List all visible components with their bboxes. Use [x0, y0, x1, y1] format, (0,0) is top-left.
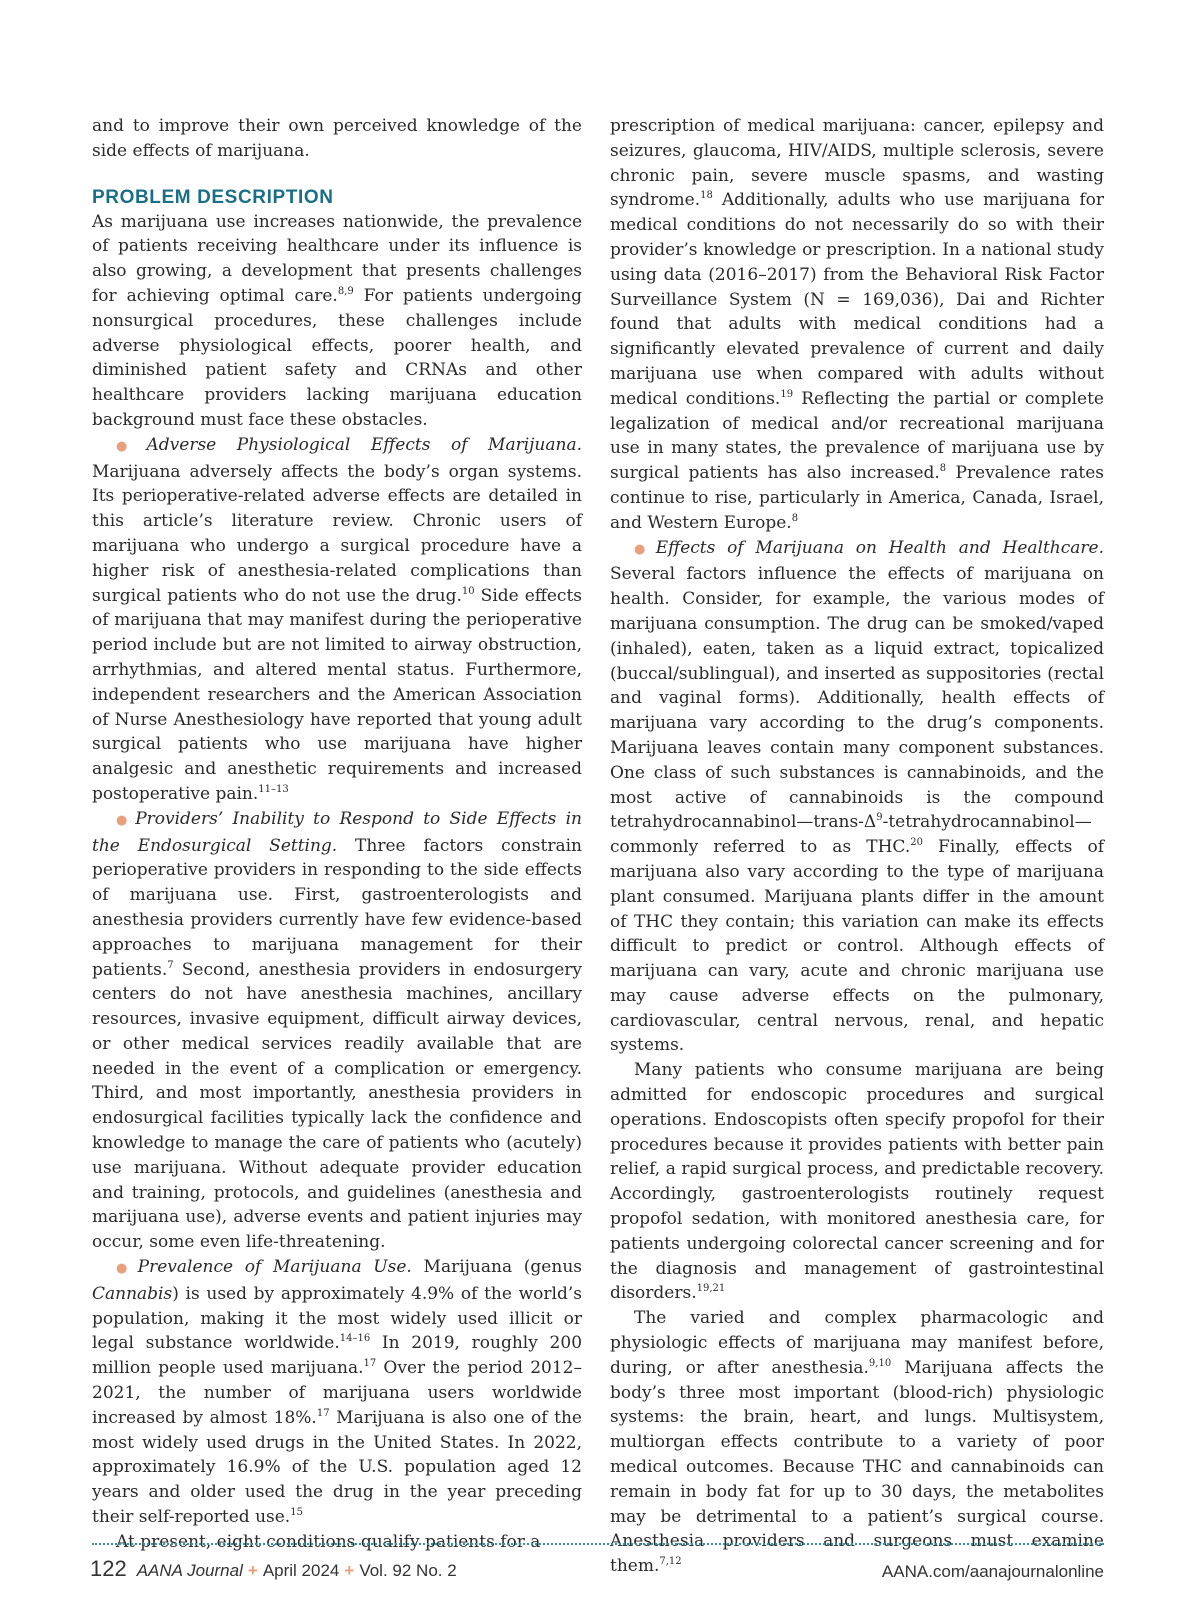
- subsection-adverse-effects: ● Adverse Physiological Effects of Marijuana. Marijuana adversely affects the body’s organ systems. Its perioperative-related adverse effects are detailed in this article’s literature review. Chronic users of marijuana who undergo a surgical procedure have a higher risk of anesthesia-related complications than surgical patients who do not use the drug.$^{10}$ Side effects of marijuana that may manifest during the perioperative period include but are not limited to airway obstruction, arrhythmias, and altered mental status. Furthermore, independent researchers and the American Association of Nurse Anesthesiology have reported that young adult surgical patients who use marijuana have higher analgesic and anesthetic requirements and increased postoperative pain.$^{11-13}$: [92, 434, 583, 804]
- citation: 7: [167, 959, 174, 971]
- subsection-provider-inability: ● Providers’ Inability to Respond to Side Effects in the Endosurgical Setting. Three factors constrain perioperative providers in responding to the side effects of marijuana use. First, gastroenterologists and anesthesia providers currently have few evidence-based approaches to marijuana management for their patients.$^7$ Second, anesthesia providers in endosurgery centers do not have anesthesia machines, ancillary resources, invasive equipment, difficult airway devices, or other medical services readily available that are needed in the event of a complication or emergency. Third, and most importantly, anesthesia providers in endosurgical facilities typically lack the confidence and knowledge to manage the care of patients who (acutely) use marijuana. Without adequate provider education and training, protocols, and guidelines (anesthesia and marijuana use), adverse events and patient injuries may occur, some even life-threatening.: [92, 808, 583, 1253]
- subsection-title: Providers’ Inability to Respond to Side Effects in the Endosurgical Setting.: [92, 808, 583, 856]
- citation: 9,10: [868, 1357, 892, 1369]
- citation: 19: [780, 388, 794, 400]
- left-column: [92, 114, 582, 1555]
- citation: 10: [461, 585, 475, 597]
- bullet-icon: ●: [116, 812, 132, 828]
- plus-icon: +: [247, 1561, 258, 1580]
- plus-icon: +: [344, 1561, 355, 1580]
- footer-citation: [90, 1556, 457, 1582]
- paragraph-problem: As marijuana use increases nationwide, the prevalence of patients receiving healthcare under its influence is also growing, a development that presents challenges for achieving optimal care.$^{8,9}$ For patients undergoing nonsurgical procedures, these challenges include adverse physiological effects, poorer health, and diminished patient safety and CRNAs and other healthcare providers lacking marijuana education background must face these obstacles.: [92, 211, 582, 430]
- citation: 20: [910, 837, 923, 849]
- journal-name: AANA Journal: [136, 1561, 243, 1580]
- subsection-title: Prevalence of Marijuana Use.: [137, 1257, 412, 1278]
- footer-divider: [92, 1543, 1104, 1545]
- subsection-prevalence: ● Prevalence of Marijuana Use. Marijuana (genus Cannabis) is used by approximately 4.9% of the world’s population, making it the most widely used illicit or legal substance worldwide.$^{14-16}$ In 2019, roughly 200 million people used marijuana.$^{17}$ Over the period 2012–2021, the number of marijuana users worldwide increased by almost 18%.$^{17}$ Marijuana is also one of the most widely used drugs in the United States. In 2022, approximately 16.9% of the U.S. population aged 12 years and older used the drug in the year preceding their self-reported use.$^{15}$: [92, 1257, 583, 1528]
- paragraph-endoscopy: Many patients who consume marijuana are being admitted for endoscopic procedures and surgical operations. Endoscopists often specify propofol for their procedures because it provides patients with better pain relief, a rapid surgical process, and predictable recovery. Accordingly, gastroenterologists routinely request propofol sedation, with monitored anesthesia care, for patients undergoing colorectal cancer screening and for the diagnosis and management of gastrointestinal disorders.$^{19,21}$: [610, 1060, 1104, 1304]
- volume: Vol. 92: [359, 1561, 412, 1580]
- bullet-icon: ●: [116, 438, 143, 454]
- citation: 17: [316, 1407, 330, 1419]
- citation: 17: [363, 1358, 377, 1370]
- citation: 8: [939, 463, 947, 475]
- subsection-health-effects: ● Effects of Marijuana on Health and Healthcare. Several factors influence the effects of marijuana on health. Consider, for example, the various modes of marijuana consumption. The drug can be smoked/vaped (inhaled), eaten, taken as a liquid extract, topicalized (buccal/sublingual), and inserted as suppositories (rectal and vaginal forms). Additionally, health effects of marijuana vary according to the drug’s components. Marijuana leaves contain many component substances. One class of such substances is cannabinoids, and the most active of cannabinoids is the compound $tetrahydrocannabinol—trans-\Delta^9-tetrahydrocannabinol—commonly$ referred to as THC.$^{20}$ Finally, effects of marijuana also vary according to the type of marijuana plant consumed. Marijuana plants differ in the amount of THC they contain; this variation can make its effects difficult to predict or control. Although effects of marijuana can vary, acute and chronic marijuana use may cause adverse effects on the pulmonary, cardiovascular, central nervous, renal, and hepatic systems.: [610, 537, 1104, 1056]
- citation: 7,12: [659, 1556, 682, 1568]
- intro-continuation: and to improve their own perceived knowledge of the side effects of marijuana.: [92, 116, 582, 161]
- paragraph-pharmacology: The varied and complex pharmacologic and physiologic effects of marijuana may manifest before, during, or after anesthesia.$^{9,10}$ Marijuana affects the body’s three most important (blood-rich) physiologic systems: the brain, heart, and lungs. Multisystem, multiorgan effects contribute to a variety of poor medical outcomes. Because THC and cannabinoids can remain in body fat for up to 30 days, the metabolites may be detrimental to a patient’s surgical course. Anesthesia providers and surgeons must examine them.$^{7,12}$: [610, 1308, 1104, 1577]
- citation: 14–16: [339, 1333, 371, 1345]
- issue-number: No. 2: [416, 1561, 457, 1580]
- paragraph-conditions-start: At present, eight conditions qualify patients for a: [116, 1531, 541, 1552]
- citation: 19,21: [696, 1283, 726, 1295]
- superscript: 9: [876, 812, 883, 824]
- right-column: [610, 114, 1104, 1579]
- section-heading: PROBLEM DESCRIPTION: [92, 186, 334, 208]
- subsection-title: Effects of Marijuana on Health and Healthcare.: [655, 537, 1104, 558]
- journal-url[interactable]: AANA.com/aanajournalonline: [881, 1562, 1104, 1581]
- issue-date: April 2024: [262, 1561, 340, 1580]
- paragraph-conditions: prescription of medical marijuana: cancer, epilepsy and seizures, glaucoma, HIV/AIDS, multiple sclerosis, severe chronic pain, severe muscle spasms, and wasting syndrome.$^{18}$ Additionally, adults who use marijuana for medical conditions do not necessarily do so with their provider’s knowledge or prescription. In a national study using data (2016–2017) from the Behavioral Risk Factor Surveillance System (N = 169,036), Dai and Richter found that adults with medical conditions had a significantly elevated prevalence of current and daily marijuana use when compared with adults without medical conditions.$^{19}$ Reflecting the partial or complete legalization of medical and/or recreational marijuana use in many states, the prevalence of marijuana use by surgical patients has also increased.$^8$ Prevalence rates continue to rise, particularly in America, Canada, Israel, and Western Europe.$^8$: [610, 116, 1104, 533]
- citation: 18: [700, 190, 713, 202]
- page-number: 122: [90, 1556, 127, 1581]
- subsection-title: Adverse Physiological Effects of Marijuana.: [146, 434, 583, 455]
- citation: 8: [791, 512, 799, 524]
- bullet-icon: ●: [634, 541, 652, 557]
- bullet-icon: ●: [116, 1261, 134, 1277]
- citation: 8,9: [337, 285, 354, 297]
- citation: 11–13: [258, 783, 289, 795]
- citation: 15: [290, 1507, 303, 1519]
